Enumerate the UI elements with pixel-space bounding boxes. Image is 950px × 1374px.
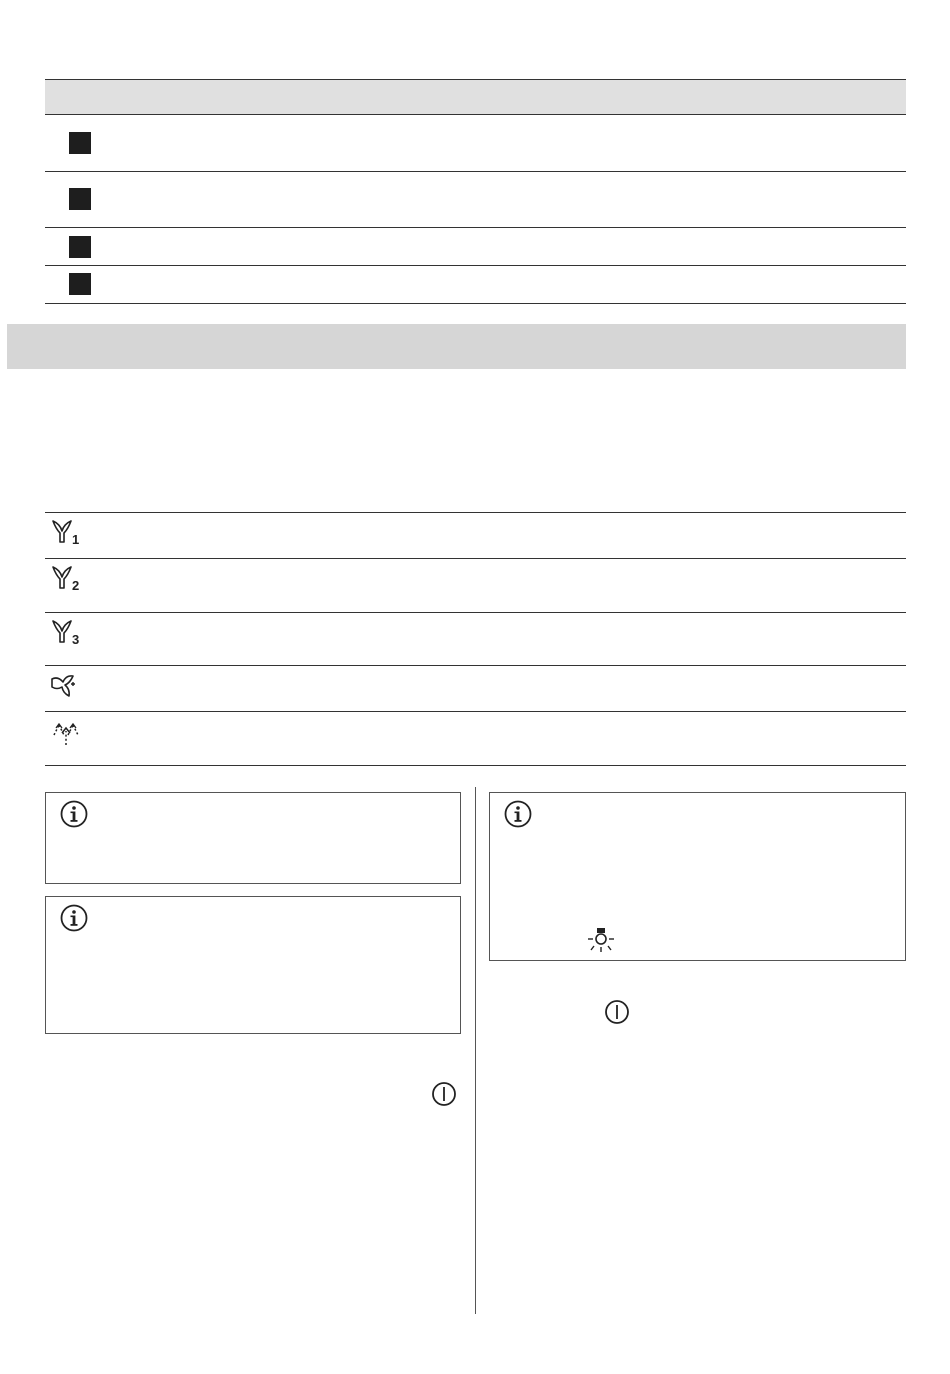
column-divider [475,787,476,1314]
symbol-table-divider [45,558,906,559]
fan-speed-3-icon [50,618,84,653]
fan-speed-1-icon [50,518,84,553]
info-note-box [489,792,906,961]
table-row-marker [69,273,91,295]
table-row-marker [69,132,91,154]
svg-text:1: 1 [72,532,80,547]
info-icon [503,799,533,834]
table-header-band [45,79,906,115]
steam-extraction-icon [50,719,84,752]
power-on-off-icon [603,998,631,1031]
info-note-box [45,792,461,884]
svg-text:3: 3 [72,632,80,647]
symbol-table-top-rule [45,512,906,513]
table-row-divider [45,171,906,172]
info-note-box [45,896,461,1034]
table-bottom-rule [45,303,906,304]
info-icon [59,799,89,834]
svg-text:2: 2 [72,578,80,593]
symbol-table-divider [45,711,906,712]
info-icon [59,903,89,938]
power-on-off-icon [430,1080,458,1113]
symbol-table-divider [45,612,906,613]
section-heading-band [7,324,906,369]
symbol-table-divider [45,665,906,666]
symbol-table-bottom-rule [45,765,906,766]
table-row-marker [69,236,91,258]
table-row-divider [45,265,906,266]
table-row-divider [45,227,906,228]
table-row-marker [69,188,91,210]
fan-boost-icon [50,673,82,706]
light-bulb-icon [586,926,616,959]
fan-speed-2-icon [50,564,84,599]
